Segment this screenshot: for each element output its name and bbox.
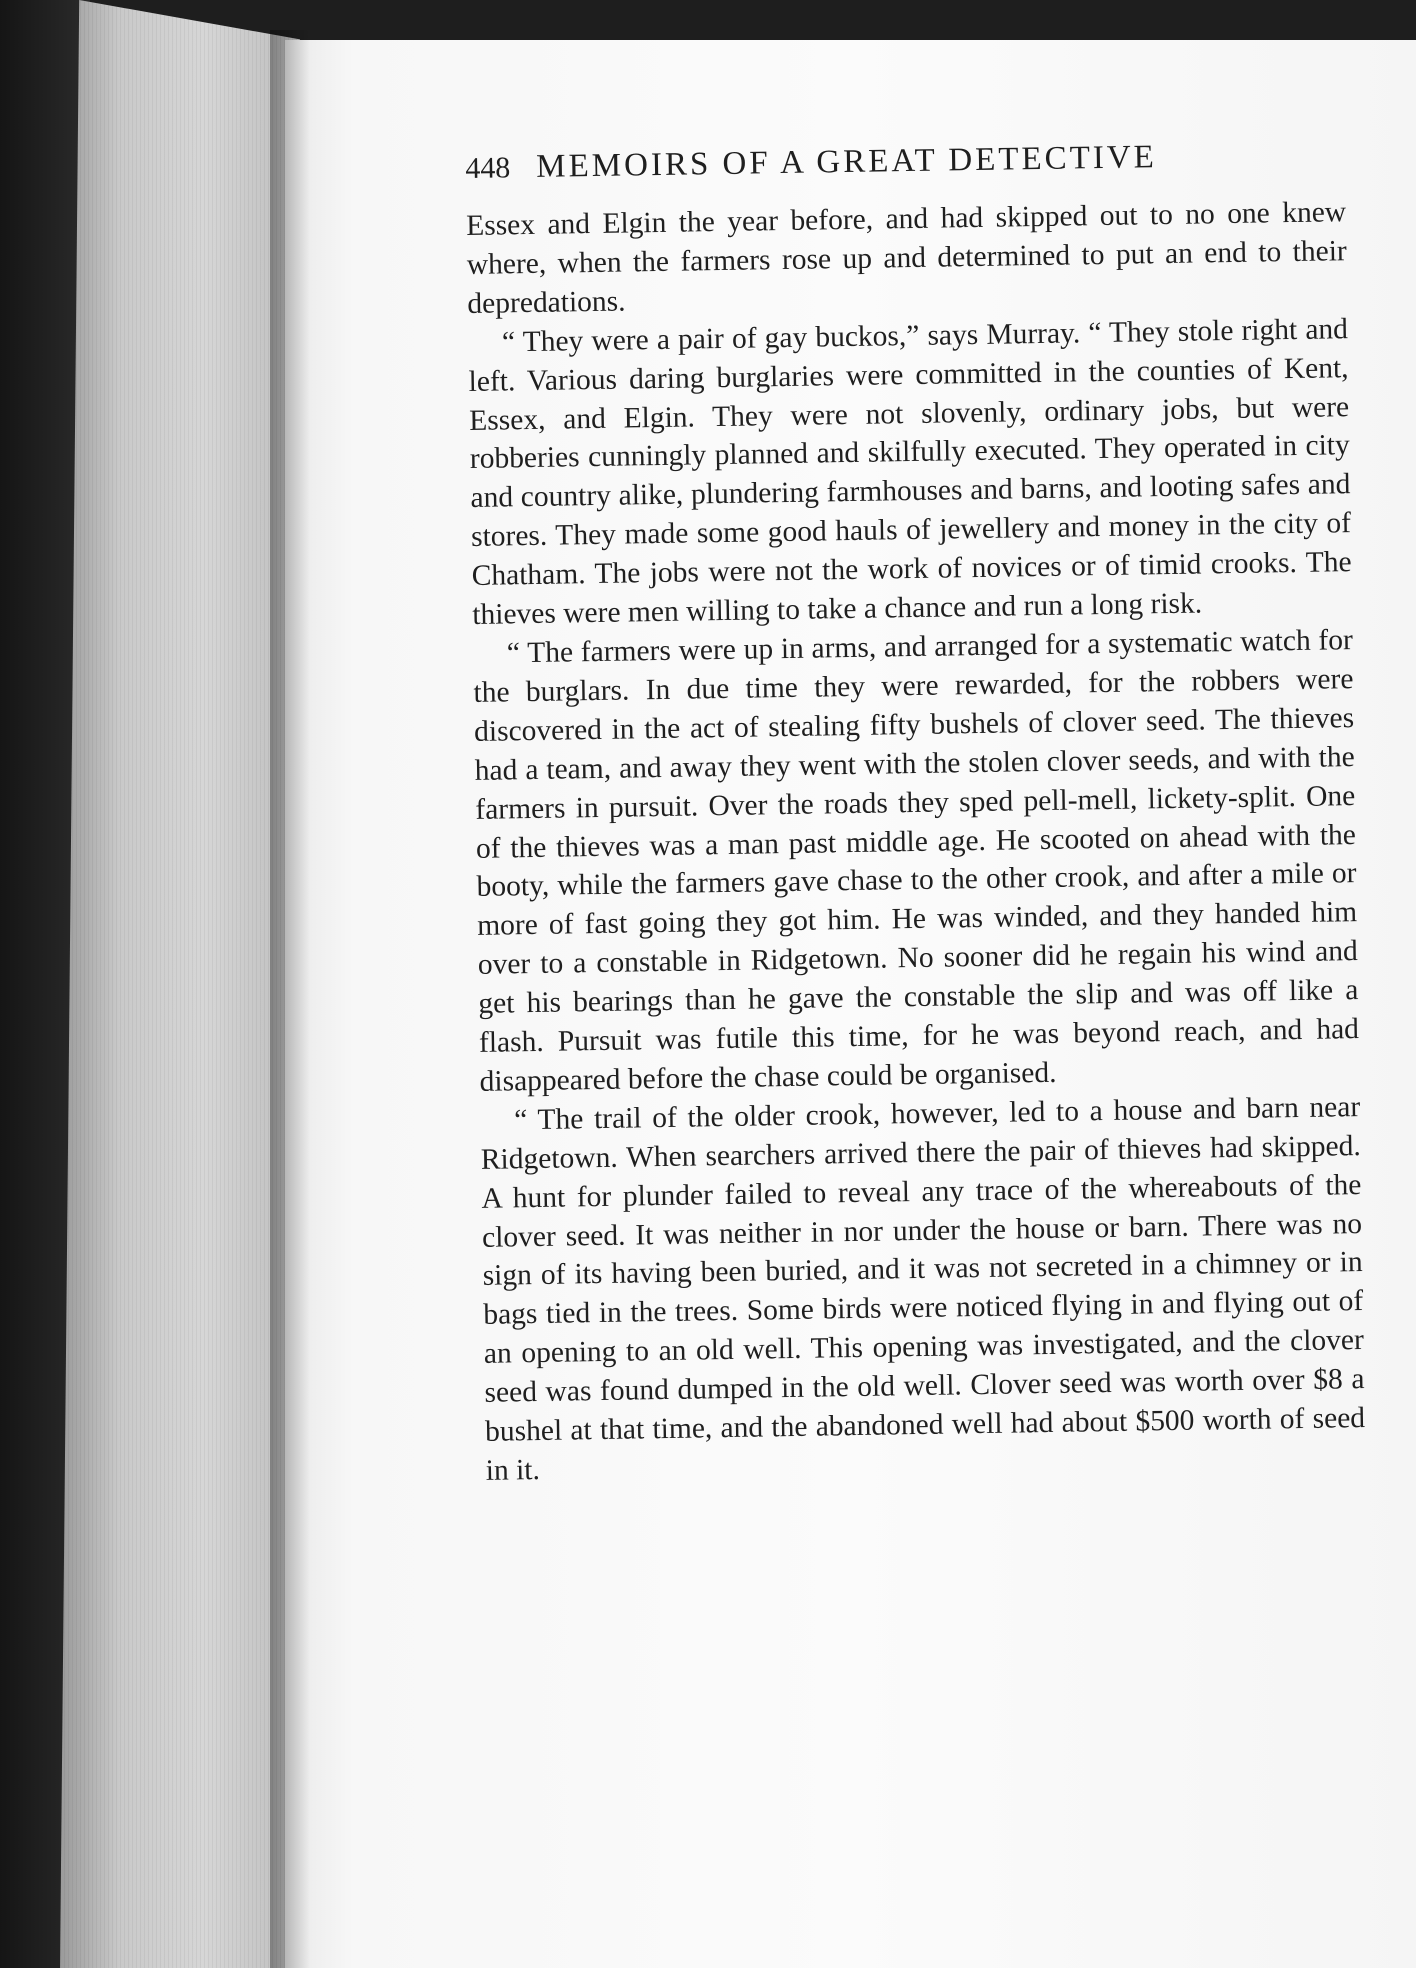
page-content bbox=[465, 136, 1366, 1491]
paragraph-2: “ They were a pair of gay buckos,” says Murray. “ They stole right and left. Various daring burglaries were committed in the counties of Kent, Essex, and Elgin. They were not slovenly, ordinary jobs, but were robberies cunningly planned and skilfully executed. They operated in city and country alike, plundering farmhouses and barns, and looting safes and stores. They made some good hauls of jewellery and money in the city of Chatham. The jobs were not the work of novices or of timid crooks. The thieves were men willing to take a chance and run a long risk. bbox=[468, 312, 1352, 632]
body-text bbox=[466, 193, 1366, 1491]
running-head bbox=[465, 136, 1345, 187]
book-page bbox=[285, 40, 1416, 1968]
book-title: MEMOIRS OF A GREAT DETECTIVE bbox=[535, 139, 1158, 185]
page-number: 448 bbox=[465, 151, 511, 185]
paragraph-3: “ The farmers were up in arms, and arranged for a systematic watch for the burglars. In due time they were rewarded, for the robbers were discovered in the act of stealing fifty bushels of clover seed. The thieves had a team, and away they went with the stolen clover seeds, and with the farmers in pursuit. Over the roads they sped pell-mell, lickety-split. One of the thieves was a man past middle age. He scooted on ahead with the booty, while the farmers gave chase to the other crook, and after a mile or more of fast going they got him. He was winded, and they handed him over to a constable in Ridgetown. No sooner did he regain his wind and get his bearings than he gave the constable the slip and was off like a flash. Pursuit was futile this time, for he was beyond reach, and had disappeared before the chase could be organised. bbox=[473, 624, 1360, 1098]
page-edges bbox=[60, 0, 300, 1968]
paragraph-1: Essex and Elgin the year before, and had skipped out to no one knew where, when the farmers rose up and determined to put an end to their depredations. bbox=[465, 196, 1347, 320]
gutter-shadow bbox=[270, 30, 310, 1968]
paragraph-4: “ The trail of the older crook, however, led to a house and barn near Ridgetown. When searchers arrived there the pair of thieves had skipped. A hunt for plunder failed to reveal any trace of the whereabouts of the clover seed. It was neither in nor under the house or barn. There was no sign of its having been buried, and it was not secreted in a chimney or in bags tied in the trees. Some birds were noticed flying in and flying out of an opening to an old well. This opening was investigated, and the clover seed was found dumped in the old well. Clover seed was worth over $8 a bushel at that time, and the abandoned well had about $500 worth of seed in it. bbox=[480, 1090, 1366, 1487]
